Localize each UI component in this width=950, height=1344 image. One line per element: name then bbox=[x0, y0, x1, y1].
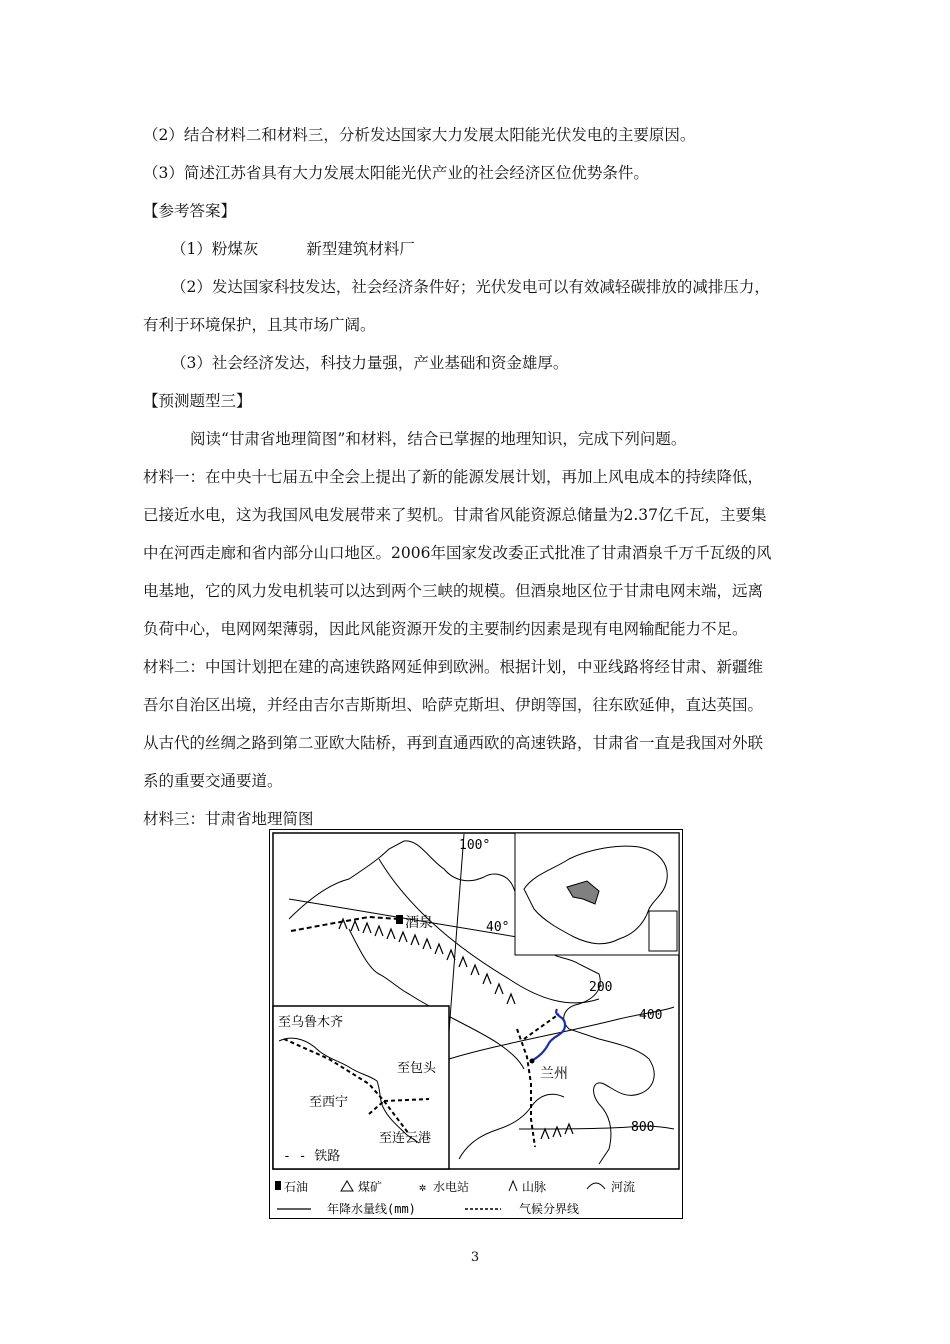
material-1-line-3: 中在河西走廊和省内部分山口地区。2006年国家发改委正式批准了甘肃酒泉千万千瓦级的风 bbox=[143, 544, 772, 562]
legend-hydro-symbol: ✲ bbox=[419, 1180, 427, 1194]
legend-oil: 石油 bbox=[284, 1180, 309, 1194]
label-to-lianyungang: 至连云港 bbox=[379, 1131, 432, 1146]
label-lat-40: 40° bbox=[486, 920, 510, 935]
answer-3: （3）社会经济发达，科技力量强，产业基础和资金雄厚。 bbox=[171, 354, 569, 372]
legend-isohyet: 年降水量线(mm) bbox=[327, 1202, 416, 1216]
answer-2-cont: 有利于环境保护，且其市场广阔。 bbox=[143, 316, 376, 334]
page-number: 3 bbox=[470, 1250, 480, 1265]
material-2-line-1: 材料二：中国计划把在建的高速铁路网延伸到欧洲。根据计划，中亚线路将经甘肃、新疆维 bbox=[143, 658, 764, 676]
material-1-line-2: 已接近水电，这为我国风电发展带来了契机。甘肃省风能资源总储量为2.37亿千瓦，主要集 bbox=[143, 506, 767, 524]
material-1-line-4: 电基地，它的风力发电机装可以达到两个三峡的规模。但酒泉地区位于甘肃电网末端，远离 bbox=[143, 582, 764, 600]
material-2-line-4: 系的重要交通要道。 bbox=[143, 772, 283, 790]
question-3: （3）简述江苏省具有大力发展太阳能光伏产业的社会经济区位优势条件。 bbox=[143, 164, 649, 182]
answer-1-part-b: 新型建筑材料厂 bbox=[306, 240, 415, 258]
legend-river: 河流 bbox=[611, 1180, 636, 1194]
prompt-line: 阅读“甘肃省地理简图”和材料，结合已掌握的地理知识，完成下列问题。 bbox=[190, 430, 687, 448]
legend-coal: 煤矿 bbox=[358, 1180, 383, 1194]
legend-mountain: 山脉 bbox=[522, 1180, 547, 1194]
legend-climate: 气候分界线 bbox=[519, 1202, 580, 1216]
label-to-urumqi: 至乌鲁木齐 bbox=[278, 1015, 344, 1030]
label-isohyet-400: 400 bbox=[639, 1008, 663, 1023]
material-2-line-2: 吾尔自治区出境，并经由吉尔吉斯斯坦、哈萨克斯坦、伊朗等国，往东欧延伸，直达英国。 bbox=[143, 696, 764, 714]
lanzhou-point bbox=[530, 1059, 535, 1064]
label-jiuquan: 酒泉 bbox=[405, 915, 433, 931]
answer-1 bbox=[171, 239, 415, 259]
label-lanzhou: 兰州 bbox=[540, 1066, 568, 1082]
question-2: （2）结合材料二和材料三，分析发达国家大力发展太阳能光伏发电的主要原因。 bbox=[143, 126, 696, 144]
material-2-line-3: 从古代的丝绸之路到第二亚欧大陆桥，再到直通西欧的高速铁路，甘肃省一直是我国对外联 bbox=[143, 734, 764, 752]
south-sea-inset bbox=[649, 911, 677, 951]
answer-1-part-a: （1）粉煤灰 bbox=[171, 240, 259, 258]
legend-hydro: 水电站 bbox=[433, 1180, 470, 1194]
label-to-baotou: 至包头 bbox=[397, 1061, 437, 1076]
gansu-map-figure bbox=[269, 829, 683, 1219]
legend-railway: - - 铁路 bbox=[283, 1149, 341, 1164]
material-1-line-1: 材料一：在中央十七届五中全会上提出了新的能源发展计划，再加上风电成本的持续降低， bbox=[143, 468, 764, 486]
label-lon-100: 100° bbox=[459, 838, 491, 853]
oil-symbol-jiuquan bbox=[396, 915, 403, 924]
label-isohyet-800: 800 bbox=[631, 1120, 655, 1135]
label-isohyet-200: 200 bbox=[589, 980, 613, 995]
material-3-title: 材料三：甘肃省地理简图 bbox=[143, 810, 314, 828]
material-1-line-5: 负荷中心，电网网架薄弱，因此风能资源开发的主要制约因素是现有电网输配能力不足。 bbox=[143, 620, 748, 638]
legend-oil-symbol bbox=[275, 1181, 281, 1190]
answer-heading: 【参考答案】 bbox=[143, 202, 237, 220]
prediction-heading: 【预测题型三】 bbox=[143, 392, 252, 410]
answer-2: （2）发达国家科技发达，社会经济条件好；光伏发电可以有效减轻碳排放的减排压力， bbox=[171, 278, 770, 296]
label-to-xining: 至西宁 bbox=[309, 1095, 349, 1110]
